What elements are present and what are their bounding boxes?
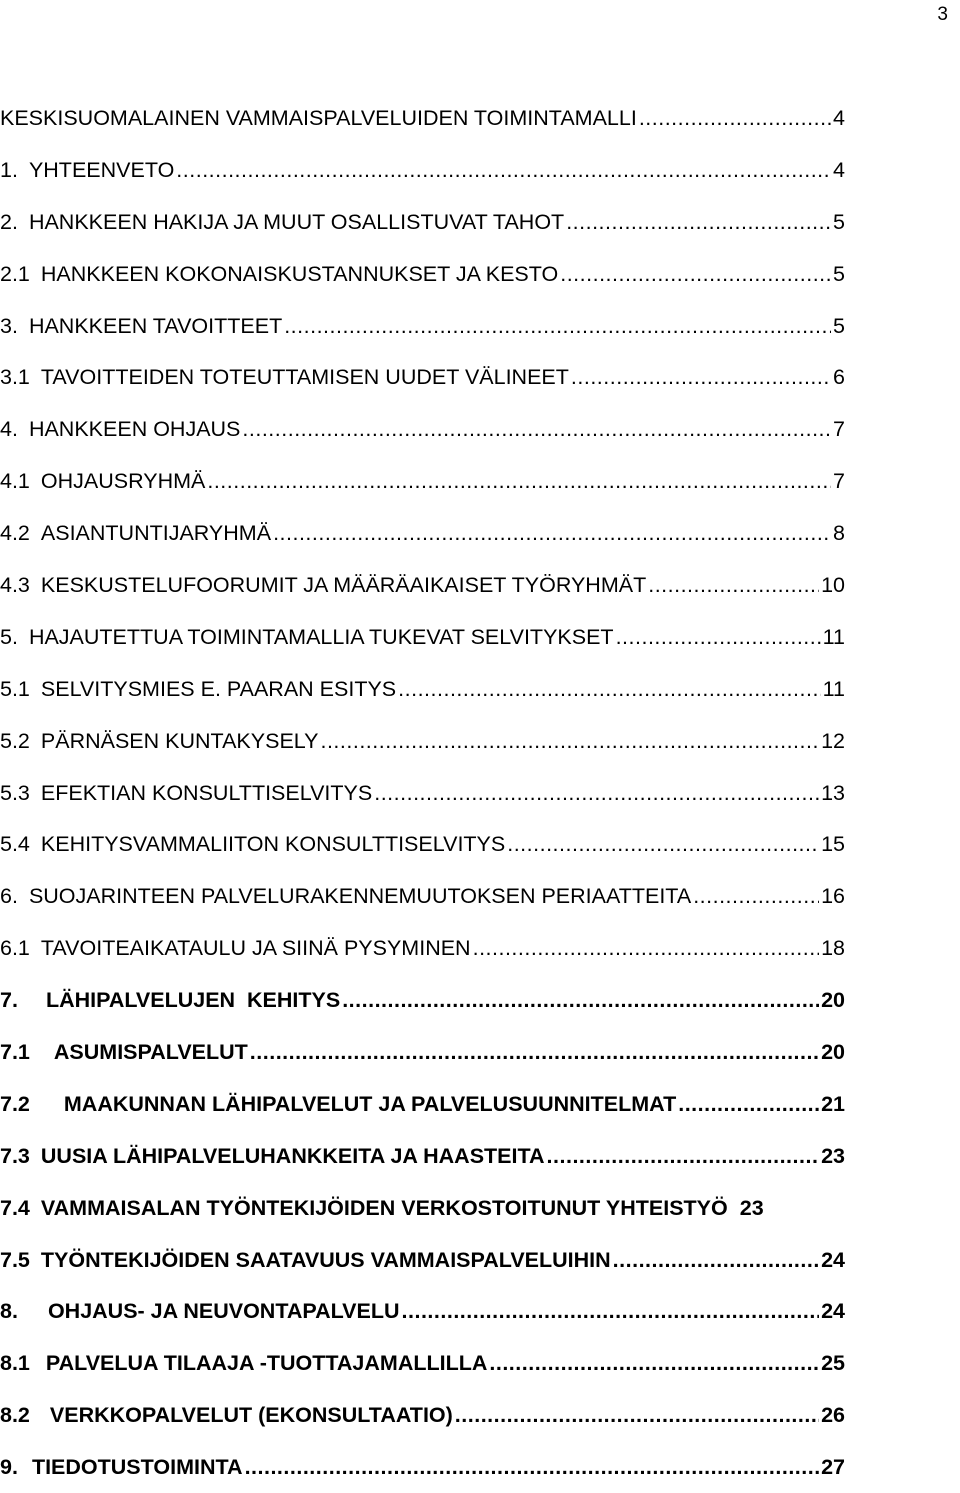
toc-entry-number: 4.: [0, 417, 18, 442]
toc-dot-leader: [473, 936, 819, 960]
toc-entry[interactable]: [0, 1078, 845, 1130]
toc-entry-title: EFEKTIAN KONSULTTISELVITYS: [40, 780, 373, 805]
toc-dot-leader: [571, 365, 831, 389]
toc-entry[interactable]: [0, 1182, 845, 1234]
toc-entry[interactable]: [0, 1234, 845, 1286]
toc-entry-page: 4: [833, 157, 845, 182]
toc-dot-leader: [560, 262, 831, 286]
toc-dot-leader: [207, 469, 831, 493]
toc-dot-leader: [489, 1351, 819, 1375]
toc-entry-title: HANKKEEN TAVOITTEET: [28, 313, 283, 338]
toc-dot-leader: [616, 625, 821, 649]
toc-entry[interactable]: [0, 248, 845, 300]
toc-entry-page: 5: [833, 209, 845, 234]
toc-dot-leader: [402, 1299, 820, 1323]
toc-entry[interactable]: [0, 922, 845, 974]
toc-entry-page: 24: [821, 1247, 845, 1272]
toc-entry-number: 8.2: [0, 1403, 30, 1428]
toc-entry[interactable]: [0, 611, 845, 663]
toc-entry[interactable]: [0, 715, 845, 767]
toc-entry[interactable]: [0, 559, 845, 611]
toc-entry-page: 21: [821, 1091, 845, 1116]
toc-entry-page: 25: [821, 1351, 845, 1376]
toc-entry-title: OHJAUSRYHMÄ: [40, 469, 206, 494]
toc-entry-number: 8.1: [0, 1351, 30, 1376]
toc-entry-page: 24: [821, 1299, 845, 1324]
toc-entry-title: UUSIA LÄHIPALVELUHANKKEITA JA HAASTEITA: [40, 1143, 545, 1168]
toc-entry-number: 8.: [0, 1299, 18, 1324]
toc-entry[interactable]: [0, 196, 845, 248]
toc-entry-number: 2.: [0, 209, 18, 234]
toc-entry-number: 6.: [0, 884, 18, 909]
toc-entry-number: 7.2: [0, 1091, 30, 1116]
toc-dot-leader: [374, 781, 819, 805]
toc-dot-leader: [678, 1092, 819, 1116]
toc-entry-number: 2.1: [0, 261, 30, 286]
toc-entry-number: 3.1: [0, 365, 30, 390]
toc-dot-leader: [273, 521, 831, 545]
toc-entry-number: 4.2: [0, 521, 30, 546]
toc-entry-page: 26: [821, 1403, 845, 1428]
toc-entry-title: SUOJARINTEEN PALVELURAKENNEMUUTOKSEN PERIAATTEITA: [28, 884, 692, 909]
toc-entry[interactable]: [0, 1285, 845, 1337]
toc-entry-page: 7: [833, 417, 845, 442]
toc-entry-page: 11: [822, 676, 845, 701]
toc-entry-title: SELVITYSMIES E. PAARAN ESITYS: [40, 676, 397, 701]
toc-dot-leader: [398, 677, 821, 701]
toc-entry-number: 7.: [0, 988, 18, 1013]
toc-entry[interactable]: [0, 300, 845, 352]
toc-entry-page: 18: [821, 936, 845, 961]
toc-dot-leader: [250, 1040, 819, 1064]
toc-entry-title: KESKISUOMALAINEN VAMMAISPALVELUIDEN TOIMINTAMALLI: [0, 105, 637, 130]
toc-entry-title: MAAKUNNAN LÄHIPALVELUT JA PALVELUSUUNNITELMAT: [63, 1091, 677, 1116]
toc-entry-page: 5: [833, 261, 845, 286]
toc-entry-number: 5.1: [0, 676, 30, 701]
toc-dot-leader: [639, 106, 831, 130]
toc-entry-number: 6.1: [0, 936, 30, 961]
toc-entry-number: 3.: [0, 313, 18, 338]
toc-entry-number: 9.: [0, 1455, 18, 1480]
toc-entry-number: 5.3: [0, 780, 30, 805]
toc-dot-leader: [245, 1455, 820, 1479]
toc-dot-leader: [613, 1248, 819, 1272]
toc-entry-number: 7.3: [0, 1143, 30, 1168]
toc-dot-leader: [648, 573, 819, 597]
toc-entry[interactable]: [0, 767, 845, 819]
toc-entry-title: KESKUSTELUFOORUMIT JA MÄÄRÄAIKAISET TYÖRYHMÄT: [40, 572, 647, 597]
toc-entry-page: 20: [821, 1039, 845, 1064]
toc-entry-page: 11: [822, 624, 845, 649]
toc-entry[interactable]: [0, 403, 845, 455]
toc-entry[interactable]: [0, 870, 845, 922]
toc-entry-number: 4.1: [0, 469, 30, 494]
toc-dot-leader: [693, 884, 819, 908]
toc-dot-leader: [455, 1403, 819, 1427]
toc-entry-page: 27: [821, 1455, 845, 1480]
toc-entry-page: 6: [833, 365, 845, 390]
toc-entry[interactable]: [0, 455, 845, 507]
toc-entry-title: KEHITYSVAMMALIITON KONSULTTISELVITYS: [40, 832, 506, 857]
toc-entry-number: 7.4: [0, 1195, 30, 1220]
toc-entry[interactable]: [0, 92, 845, 144]
toc-entry[interactable]: [0, 351, 845, 403]
toc-entry-title: LÄHIPALVELUJEN KEHITYS: [45, 988, 341, 1013]
toc-entry-number: 5.: [0, 624, 18, 649]
toc-dot-leader: [284, 314, 831, 338]
toc-dot-leader: [547, 1144, 820, 1168]
toc-entry-title: ASUMISPALVELUT: [53, 1039, 248, 1064]
toc-entry-title: TAVOITEAIKATAULU JA SIINÄ PYSYMINEN: [40, 936, 471, 961]
toc-entry-number: 4.3: [0, 572, 30, 597]
toc-entry[interactable]: [0, 663, 845, 715]
toc-entry[interactable]: [0, 1389, 845, 1441]
toc-entry-number: 5.4: [0, 832, 30, 857]
toc-entry-title: HANKKEEN KOKONAISKUSTANNUKSET JA KESTO: [40, 261, 559, 286]
toc-entry[interactable]: [0, 818, 845, 870]
toc-dot-leader: [176, 158, 831, 182]
toc-entry-page: 20: [821, 988, 845, 1013]
toc-entry[interactable]: [0, 1130, 845, 1182]
toc-entry-number: 7.5: [0, 1247, 30, 1272]
toc-entry-page: 23: [821, 1143, 845, 1168]
toc-dot-leader: [342, 988, 819, 1012]
toc-entry-page: 5: [833, 313, 845, 338]
toc-entry-title: PÄRNÄSEN KUNTAKYSELY: [40, 728, 319, 753]
toc-dot-leader: [320, 729, 819, 753]
toc-entry[interactable]: [0, 974, 845, 1026]
toc-entry-title: TAVOITTEIDEN TOTEUTTAMISEN UUDET VÄLINEET: [40, 365, 569, 390]
toc-entry-title: VERKKOPALVELUT (EKONSULTAATIO): [49, 1403, 453, 1428]
toc-entry-title: HANKKEEN HAKIJA JA MUUT OSALLISTUVAT TAHOT: [28, 209, 565, 234]
toc-entry-title: OHJAUS- JA NEUVONTAPALVELU: [47, 1299, 400, 1324]
toc-entry-title: PALVELUA TILAAJA -TUOTTAJAMALLILLA: [45, 1351, 488, 1376]
toc-entry-title: TYÖNTEKIJÖIDEN SAATAVUUS VAMMAISPALVELUIHIN: [40, 1247, 611, 1272]
toc-entry-title: YHTEENVETO: [28, 157, 175, 182]
toc-entry-page: 4: [833, 105, 845, 130]
toc-entry-title: TIEDOTUSTOIMINTA: [31, 1455, 243, 1480]
toc-dot-leader: [507, 832, 819, 856]
toc-dot-leader: [242, 417, 831, 441]
toc-entry[interactable]: [0, 507, 845, 559]
toc-entry-page: 10: [821, 572, 845, 597]
toc-entry-page: 13: [821, 780, 845, 805]
toc-entry[interactable]: [0, 1337, 845, 1389]
toc-entry-number: 5.2: [0, 728, 30, 753]
toc-entry-title: HANKKEEN OHJAUS: [28, 417, 241, 442]
toc-entry-page: 23: [739, 1195, 764, 1220]
toc-entry[interactable]: [0, 144, 845, 196]
page-number: 3: [937, 4, 948, 25]
toc-entry[interactable]: [0, 1441, 845, 1493]
table-of-contents: [0, 92, 845, 1493]
toc-entry[interactable]: [0, 1026, 845, 1078]
toc-dot-leader: [566, 210, 831, 234]
toc-entry-title: VAMMAISALAN TYÖNTEKIJÖIDEN VERKOSTOITUNUT YHTEISTYÖ: [40, 1195, 728, 1220]
toc-entry-page: 8: [833, 521, 845, 546]
toc-entry-page: 16: [821, 884, 845, 909]
toc-entry-title: HAJAUTETTUA TOIMINTAMALLIA TUKEVAT SELVITYKSET: [28, 624, 614, 649]
toc-entry-title: ASIANTUNTIJARYHMÄ: [40, 521, 272, 546]
toc-entry-number: 1.: [0, 157, 18, 182]
toc-entry-page: 7: [833, 469, 845, 494]
toc-entry-number: 7.1: [0, 1039, 30, 1064]
toc-entry-page: 12: [821, 728, 845, 753]
toc-entry-page: 15: [821, 832, 845, 857]
